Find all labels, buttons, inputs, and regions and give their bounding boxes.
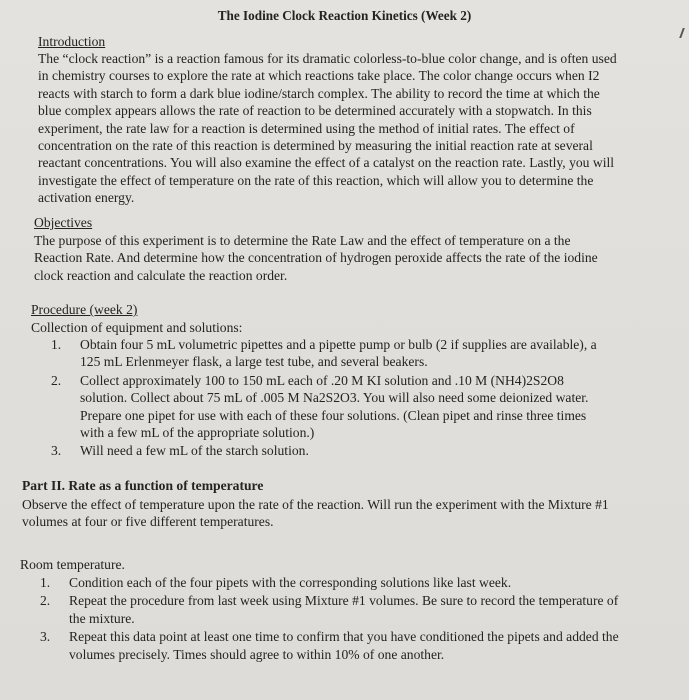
- list-item: [40, 574, 630, 591]
- list-item: [51, 372, 611, 442]
- step-number: 3.: [40, 629, 51, 645]
- procedure-steps: [51, 336, 611, 461]
- procedure-subheading: Collection of equipment and solutions:: [31, 320, 243, 335]
- introduction-text: The “clock reaction” is a reaction famous for its dramatic colorless-to-blue color change, and is often used in chemistry courses to explore the rate at which reactions take place. The color change occurs when I2 reacts with starch to form a dark blue iodine/starch complex. The ability to record the time at which the blue complex appears allows the rate of reaction to be determined accurately with a stopwatch. In this experiment, the rate law for a reaction is determined using the method of initial rates. The effect of concentration on the rate of this reaction is determined by measuring the initial reaction rate at several reactant concentrations. You will also examine the effect of a catalyst on the reaction rate. Lastly, you will investigate the effect of temperature on the rate of this reaction, which will allow you to determine the activation energy.: [38, 51, 617, 206]
- step-number: 2.: [51, 372, 62, 388]
- step-text: Repeat the procedure from last week using Mixture #1 volumes. Be sure to record the temperature of the mixture.: [69, 593, 619, 626]
- step-text: Obtain four 5 mL volumetric pipettes and a pipette pump or bulb (2 if supplies are available), a 125 mL Erlenmeyer flask, a large test tube, and several beakers.: [80, 337, 597, 370]
- room-temp-steps: [40, 574, 630, 664]
- list-item: [40, 628, 630, 663]
- part2-heading: Part II. Rate as a function of temperature: [22, 478, 264, 493]
- step-text: Collect approximately 100 to 150 mL each of .20 M KI solution and .10 M (NH4)2S2O8 solution. Collect about 75 mL of .005 M Na2S2O3. You will also need some deionized water. Prepare one pipet for use with each of these four solutions. (Clean pipet and rinse three times with a few mL of the appropriate solution.): [80, 372, 589, 441]
- step-number: 1.: [40, 575, 51, 590]
- list-item: [51, 442, 611, 459]
- list-item: [40, 592, 630, 627]
- step-number: 1.: [51, 337, 62, 352]
- step-number: 2.: [40, 593, 51, 609]
- procedure-heading: Procedure (week 2): [31, 302, 138, 317]
- page-title: The Iodine Clock Reaction Kinetics (Week 2): [217, 8, 472, 23]
- introduction-heading: Introduction: [38, 34, 106, 49]
- step-number: 3.: [51, 443, 62, 459]
- part2-text: Observe the effect of temperature upon the rate of the reaction. Will run the experiment with the Mixture #1 volumes at four or five different temperatures.: [22, 497, 609, 530]
- list-item: [51, 336, 611, 371]
- objectives-text: The purpose of this experiment is to determine the Rate Law and the effect of temperature on a the Reaction Rate. And determine how the concentration of hydrogen peroxide affects the rate of the iodine clock reaction and calculate the reaction order.: [34, 233, 598, 283]
- room-temp-heading: Room temperature.: [20, 557, 125, 572]
- step-text: Will need a few mL of the starch solution.: [80, 443, 309, 459]
- step-text: Repeat this data point at least one time to confirm that you have conditioned the pipets and added the volumes precisely. Times should agree to within 10% of one another.: [69, 629, 619, 662]
- step-text: Condition each of the four pipets with the corresponding solutions like last week.: [69, 575, 512, 590]
- objectives-heading: Objectives: [34, 215, 93, 230]
- margin-mark: [679, 28, 689, 38]
